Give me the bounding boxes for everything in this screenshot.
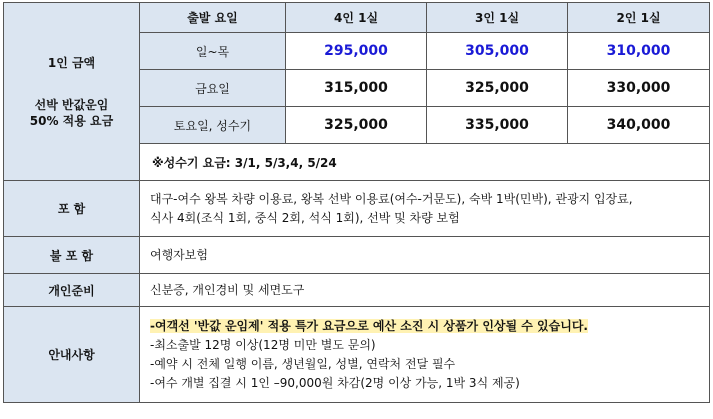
guide-content: [140, 307, 710, 403]
header-3person: 3인 1실: [427, 3, 568, 33]
row-day-label: 토요일, 성수기: [140, 107, 286, 144]
guide-line2: -최소출발 12명 이상(12명 미만 별도 문의): [150, 337, 376, 352]
include-line1: 대구-여수 왕복 차량 이용료, 왕복 선박 이용료(여수-거문도), 숙박 1박(민박), 관광지 입장료,: [150, 191, 633, 206]
side-label-line2: 선박 반값운임: [34, 97, 109, 112]
peak-season-note: ※성수기 요금: 3/1, 5/3,4, 5/24: [140, 144, 710, 181]
header-2person: 2인 1실: [568, 3, 710, 33]
price-cell: 330,000: [568, 70, 710, 107]
side-label-line3: 50% 적용 요금: [29, 113, 114, 128]
price-cell: 335,000: [427, 107, 568, 144]
guide-line3: -예약 시 전체 일행 이름, 생년월일, 성별, 연락처 전달 필수: [150, 356, 456, 371]
guide-label: 안내사항: [4, 307, 140, 403]
include-line2: 식사 4회(조식 1회, 중식 2회, 석식 1회), 선박 및 차량 보험: [150, 210, 460, 225]
price-cell: 315,000: [286, 70, 427, 107]
guide-highlight: -여객선 '반값 운임제' 적용 특가 요금으로 예산 소진 시 상품가 인상될 수 있습니다.: [150, 318, 588, 333]
header-day: 출발 요일: [140, 3, 286, 33]
price-cell: 310,000: [568, 33, 710, 70]
guide-row: [4, 307, 710, 403]
guide-line1: [150, 317, 709, 336]
personal-label: 개인준비: [4, 274, 140, 307]
guide-line4: -여수 개별 집결 시 1인 –90,000원 차감(2명 이상 가능, 1박 3식 제공): [150, 375, 520, 390]
row-day-label: 금요일: [140, 70, 286, 107]
personal-row: [4, 274, 710, 307]
include-content: [140, 181, 710, 237]
price-cell: 340,000: [568, 107, 710, 144]
exclude-content: 여행자보험: [140, 237, 710, 274]
row-day-label: 일~목: [140, 33, 286, 70]
exclude-row: [4, 237, 710, 274]
include-label: 포 함: [4, 181, 140, 237]
price-cell: 305,000: [427, 33, 568, 70]
price-side-label: [4, 3, 140, 181]
price-cell: 325,000: [427, 70, 568, 107]
side-label-line1: 1인 금액: [47, 55, 96, 70]
price-cell: 295,000: [286, 33, 427, 70]
include-row: [4, 181, 710, 237]
exclude-label: 불 포 함: [4, 237, 140, 274]
header-row: [4, 3, 710, 33]
personal-content: 신분증, 개인경비 및 세면도구: [140, 274, 710, 307]
price-cell: 325,000: [286, 107, 427, 144]
tour-price-table: [3, 2, 710, 403]
header-4person: 4인 1실: [286, 3, 427, 33]
